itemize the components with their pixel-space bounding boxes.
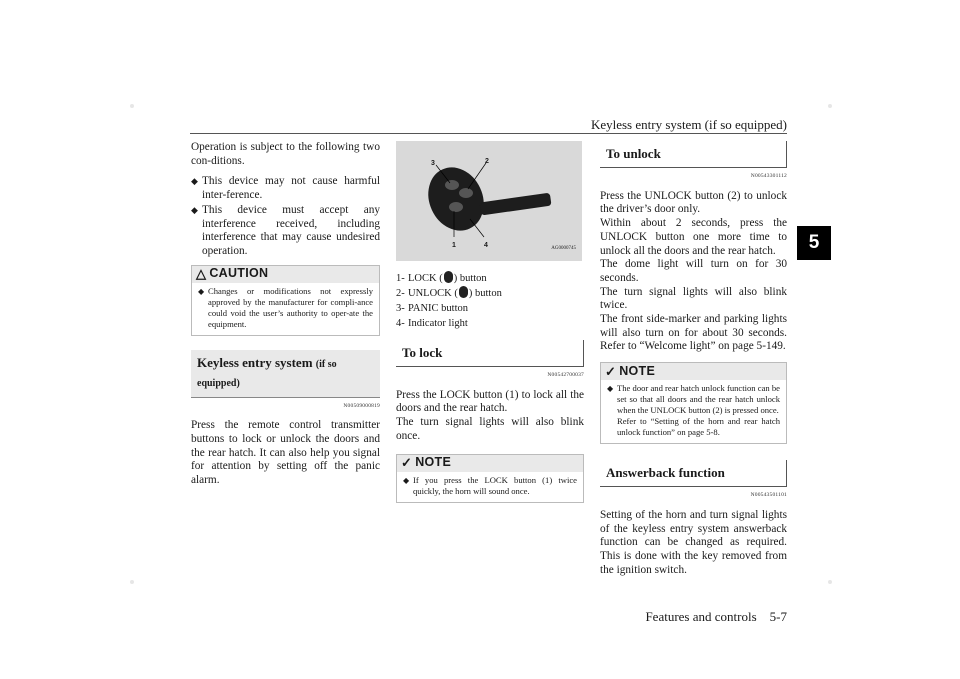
running-header: Keyless entry system (if so equipped) bbox=[590, 117, 787, 132]
caution-box bbox=[191, 265, 380, 336]
figure-callout: 4 bbox=[484, 242, 488, 249]
figure-callout: 3 bbox=[431, 160, 435, 167]
body-paragraph: Press the UNLOCK button (2) to unlock the driver’s door only. Within about 2 seconds, press the UNLOCK button one more time to unlock all the doors and the rear hatch. The dome light will turn on for 30 seconds. The turn signal lights will also blink twice. The front side-marker and parking lights will also turn on for about 30 seconds. Refer to “Welcome light” on page 5-149. bbox=[600, 189, 787, 353]
figure-callout: 2 bbox=[485, 158, 489, 165]
chapter-tab: 5 bbox=[797, 226, 831, 260]
column-middle bbox=[396, 141, 584, 503]
caution-title: CAUTION bbox=[209, 266, 269, 281]
condition-item: ◆ This device must accept any interference received, including interference that may cause undesired operation. bbox=[191, 204, 380, 259]
section-heading-to-lock: To lock bbox=[396, 340, 584, 367]
legend-row: 1- LOCK ( ) button bbox=[396, 273, 487, 284]
note-check-icon: ✓ bbox=[401, 455, 413, 471]
lock-icon bbox=[444, 271, 453, 283]
footer-page-number: 5-7 bbox=[769, 609, 787, 624]
figure-callout: 1 bbox=[452, 242, 456, 249]
note-check-icon: ✓ bbox=[605, 363, 617, 379]
note-box bbox=[396, 454, 584, 503]
section-code: N00543301112 bbox=[750, 173, 787, 179]
caution-item: ◆ Changes or modifications not expressly approved by the manufacturer for compli-ance could void the user’s authority to oper-ate the equipment. bbox=[198, 286, 373, 330]
conditions-list bbox=[191, 175, 380, 258]
note-box bbox=[600, 362, 787, 444]
header-rule bbox=[190, 133, 787, 134]
figure-legend bbox=[396, 271, 584, 331]
condition-item: ◆ This device may not cause harmful inter-ference. bbox=[191, 175, 380, 202]
warning-triangle-icon: △ bbox=[196, 266, 207, 282]
note-title: NOTE bbox=[619, 363, 656, 378]
note-title: NOTE bbox=[415, 455, 452, 470]
unlock-icon bbox=[459, 286, 468, 298]
body-paragraph: Setting of the horn and turn signal lights of the keyless entry system answerback function can be changed as required. This is done with the key removed from the ignition switch. bbox=[600, 508, 787, 576]
section-code: N00509000819 bbox=[343, 402, 380, 409]
section-heading-keyless: Keyless entry system (if so equipped) bbox=[191, 350, 380, 398]
intro-paragraph: Operation is subject to the following two con-ditions. bbox=[191, 141, 380, 167]
crop-mark bbox=[828, 580, 832, 584]
section-code: N00543501101 bbox=[750, 492, 787, 499]
figure-code: AG0000745 bbox=[551, 246, 576, 252]
body-paragraph: Press the LOCK button (1) to lock all the doors and the rear hatch. The turn signal lights will also blink once. bbox=[396, 388, 584, 442]
crop-mark bbox=[130, 104, 134, 108]
column-left bbox=[191, 141, 380, 488]
note-item: ◆ If you press the LOCK button (1) twice quickly, the horn will sound once. bbox=[403, 475, 577, 497]
crop-mark bbox=[130, 580, 134, 584]
column-right bbox=[600, 141, 787, 577]
key-fob-figure bbox=[396, 141, 582, 261]
note-item: ◆ The door and rear hatch unlock function can be set so that all doors and the rear hatch unlock when the UNLOCK button (2) is pressed once. Refer to “Setting of the horn and rear hatch unlock function” on page 5-8. bbox=[607, 383, 780, 438]
footer-section: Features and controls bbox=[645, 609, 757, 624]
legend-row: 3- PANIC button bbox=[396, 303, 469, 314]
legend-row: 2- UNLOCK ( ) button bbox=[396, 288, 502, 299]
legend-row: 4- Indicator light bbox=[396, 318, 468, 329]
crop-mark bbox=[828, 104, 832, 108]
section-code: N00542700037 bbox=[547, 372, 584, 378]
body-paragraph: Press the remote control transmitter buttons to lock or unlock the doors and the rear hatch. It can also help you signal for attention by setting off the panic alarm. bbox=[191, 419, 380, 487]
section-heading-answerback: Answerback function bbox=[600, 460, 787, 487]
section-heading-to-unlock: To unlock bbox=[600, 141, 787, 168]
page-footer bbox=[560, 609, 787, 625]
